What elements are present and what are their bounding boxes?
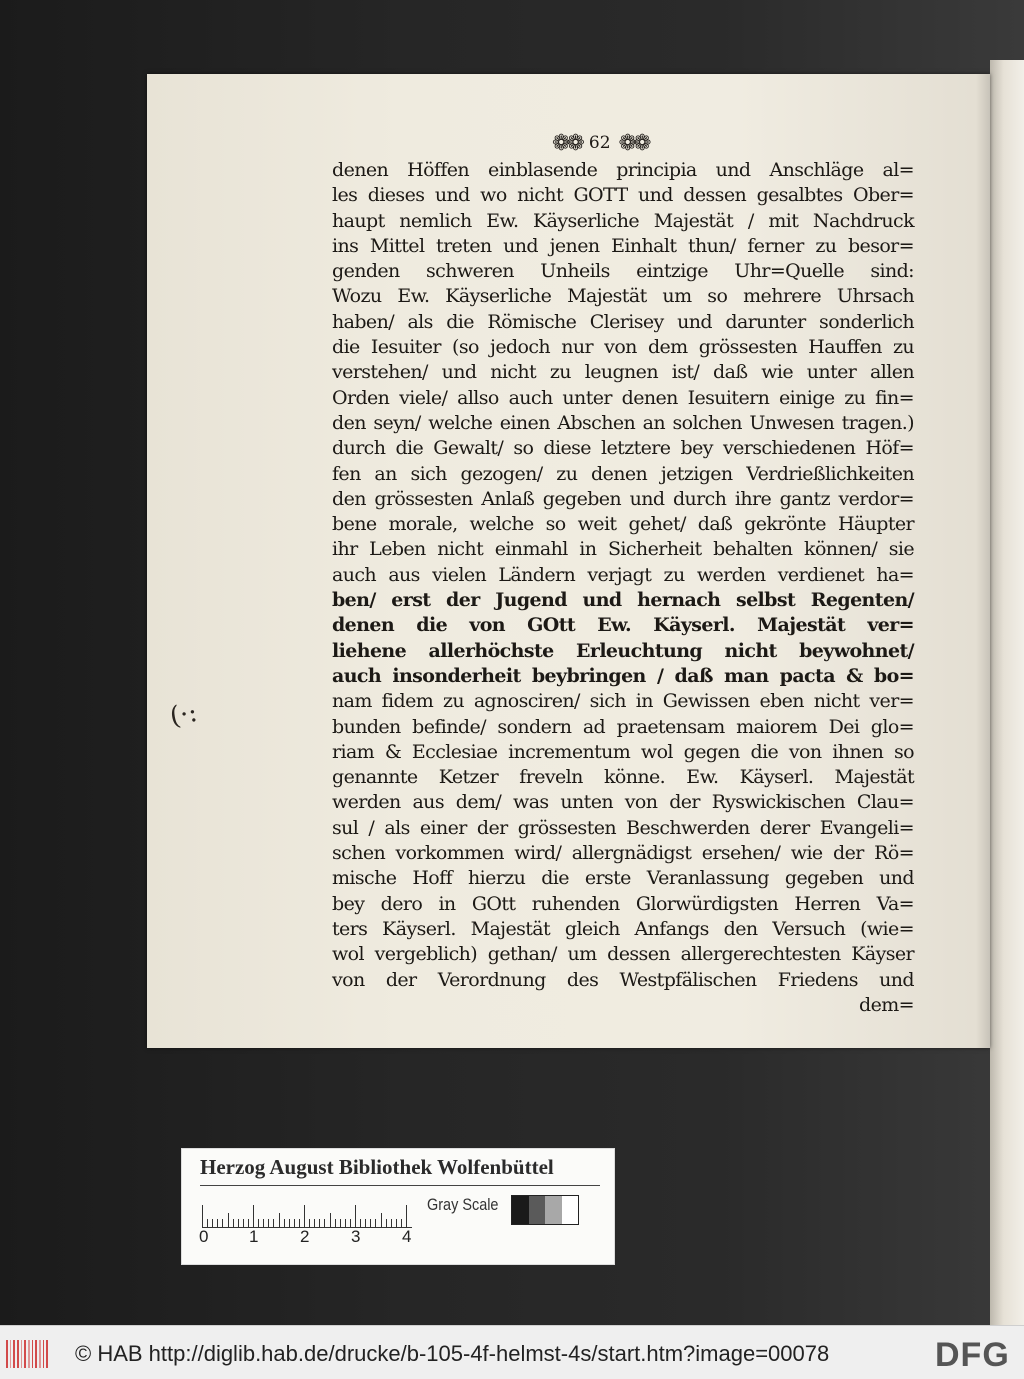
text-line: Wozu Ew. Käyserliche Majestät um so mehrere Uhrsach [332, 285, 914, 308]
text-line: Orden viele/ allso auch unter denen Iesuitern einige zu fin= [332, 386, 914, 409]
text-line: liehene allerhöchste Erleuchtung nicht beywohnet/ [332, 639, 914, 662]
barcode-bar [13, 1340, 15, 1368]
ruler-tick [228, 1213, 229, 1227]
ruler-tick [238, 1219, 239, 1227]
text-line: sul / als einer der grössesten Beschwerden derer Evangeli= [332, 816, 914, 839]
footer-bar [0, 1325, 1024, 1379]
text-line: auch aus vielen Ländern verjagt zu werden verdienet ha= [332, 563, 914, 586]
ruler-tick [350, 1219, 351, 1227]
ruler-tick [324, 1219, 325, 1227]
ruler-number: 3 [351, 1227, 361, 1246]
book-edge [990, 60, 1024, 1325]
ruler-tick [248, 1219, 249, 1227]
dfg-logo: DFG [935, 1336, 1010, 1374]
text-line: den seyn/ welche einen Abschen an solchen Unwesen tragen.) [332, 411, 914, 434]
barcode-bar [43, 1340, 45, 1368]
text-line: riam & Ecclesiae incrementum wol gegen die von ihnen so [332, 740, 914, 763]
gray-scale-label: Gray Scale [427, 1195, 499, 1214]
text-line: die Iesuiter (so jedoch nur von dem grössesten Hauffen zu [332, 336, 914, 359]
barcode-bar [24, 1340, 26, 1368]
ruler-tick [304, 1205, 305, 1227]
page-text [332, 158, 914, 1018]
barcode-bar [39, 1340, 41, 1368]
ruler-tick [289, 1219, 290, 1227]
source-url[interactable]: © HAB http://diglib.hab.de/drucke/b-105-4f-helmst-4s/start.htm?image=00078 [75, 1341, 830, 1366]
ruler-tick [222, 1219, 223, 1227]
ruler-tick [360, 1219, 361, 1227]
gray-swatch [545, 1196, 562, 1224]
library-card [181, 1148, 615, 1265]
card-divider [200, 1185, 600, 1186]
ornament-right-icon: ❁❁ [618, 130, 648, 156]
ruler-tick [370, 1219, 371, 1227]
barcode-bar [32, 1340, 34, 1368]
ruler-tick [243, 1219, 244, 1227]
gray-scale-chart [511, 1195, 579, 1225]
text-line: ihr Leben nicht einmahl in Sicherheit behalten können/ sie [332, 538, 914, 561]
barcode-icon [6, 1340, 48, 1368]
ruler-tick [233, 1219, 234, 1227]
ruler-tick [365, 1219, 366, 1227]
text-line: ben/ erst der Jugend und hernach selbst Regenten/ [332, 589, 914, 612]
text-line: ters Käyserl. Majestät gleich Anfangs den Versuch (wie= [332, 917, 914, 940]
barcode-bar [35, 1340, 37, 1368]
text-line: wol vergeblich) gethan/ um dessen allergerechtesten Käyser [332, 943, 914, 966]
ruler-tick [355, 1205, 356, 1227]
page-header [552, 128, 712, 158]
ruler-tick [258, 1219, 259, 1227]
ruler-tick [340, 1219, 341, 1227]
ruler-tick [345, 1219, 346, 1227]
ruler-tick [299, 1219, 300, 1227]
text-line: nam fidem zu agnosciren/ sich in Gewissen eben nicht ver= [332, 690, 914, 713]
ruler-tick [375, 1219, 376, 1227]
gray-swatch [562, 1196, 579, 1224]
barcode-bar [21, 1340, 23, 1368]
page-number: 62 [588, 133, 611, 153]
gray-swatch [529, 1196, 546, 1224]
text-line: haupt nemlich Ew. Käyserliche Majestät / mit Nachdruck [332, 209, 914, 232]
ruler-tick [253, 1205, 254, 1227]
text-line: bey dero in GOtt ruhenden Glorwürdigsten Herren Va= [332, 892, 914, 915]
measurement-ruler [202, 1193, 412, 1228]
page-fold-shadow [976, 74, 990, 1048]
text-line: denen die von GOtt Ew. Käyserl. Majestät ver= [332, 614, 914, 637]
text-line: les dieses und wo nicht GOTT und dessen gesalbtes Ober= [332, 184, 914, 207]
margin-mark: (·: [167, 697, 200, 733]
barcode-bar [10, 1340, 12, 1368]
ruler-tick [309, 1219, 310, 1227]
gray-swatch [512, 1196, 529, 1224]
text-line: von der Verordnung des Westpfälischen Friedens und [332, 968, 914, 991]
ruler-tick [268, 1219, 269, 1227]
ruler-tick [284, 1219, 285, 1227]
ruler-tick [406, 1205, 407, 1227]
ruler-tick [381, 1213, 382, 1227]
barcode-bar [17, 1340, 19, 1368]
ruler-tick [279, 1213, 280, 1227]
ruler-tick [401, 1219, 402, 1227]
barcode-bar [6, 1340, 8, 1368]
text-line: schen vorkommen wird/ allergnädigst ersehen/ wie der Rö= [332, 842, 914, 865]
ruler-number: 1 [249, 1227, 259, 1246]
text-line: genden schweren Unheils eintzige Uhr=Quelle sind: [332, 260, 914, 283]
ruler-tick [217, 1219, 218, 1227]
ruler-number: 0 [199, 1227, 209, 1246]
barcode-bar [28, 1340, 30, 1368]
ruler-tick [294, 1219, 295, 1227]
ruler-tick [314, 1219, 315, 1227]
text-line: auch insonderheit beybringen / daß man pacta & bo= [332, 664, 914, 687]
ruler-number: 2 [300, 1227, 310, 1246]
text-line: dem= [859, 993, 914, 1016]
text-line: verstehen/ und nicht zu leugnen ist/ daß wie unter allen [332, 361, 914, 384]
ornament-left-icon: ❁❁ [552, 130, 581, 156]
ruler-tick [335, 1219, 336, 1227]
text-line: fen an sich gezogen/ zu denen jetzigen Verdrießlichkeiten [332, 462, 914, 485]
ruler-tick [207, 1219, 208, 1227]
ruler-tick [319, 1219, 320, 1227]
text-line: werden aus dem/ was unten von der Ryswickischen Clau= [332, 791, 914, 814]
ruler-tick [273, 1219, 274, 1227]
text-line: den grössesten Anlaß gegeben und durch ihre gantz verdor= [332, 487, 914, 510]
text-line: denen Höffen einblasende principia und Anschläge al= [332, 159, 914, 181]
ruler-tick [212, 1219, 213, 1227]
card-title: Herzog August Bibliothek Wolfenbüttel [200, 1155, 554, 1179]
text-line: durch die Gewalt/ so diese letztere bey verschiedenen Höf= [332, 437, 914, 460]
ruler-number: 4 [402, 1227, 412, 1246]
text-line: mische Hoff hierzu die erste Veranlassung gegeben und [332, 867, 914, 890]
text-line: ins Mittel treten und jenen Einhalt thun/ ferner zu besor= [332, 234, 914, 257]
ruler-tick [263, 1219, 264, 1227]
ruler-tick [330, 1213, 331, 1227]
ruler-tick [391, 1219, 392, 1227]
text-line: bunden befinde/ sondern ad praetensam maiorem Dei glo= [332, 715, 914, 738]
text-line: genannte Ketzer freveln könne. Ew. Käyserl. Majestät [332, 766, 914, 789]
text-line: bene morale, welche so weit gehet/ daß gekrönte Häupter [332, 513, 914, 536]
text-line: haben/ als die Römische Clerisey und darunter sonderlich [332, 310, 914, 333]
ruler-tick [202, 1205, 203, 1227]
ruler-tick [386, 1219, 387, 1227]
barcode-bar [46, 1340, 48, 1368]
ruler-tick [396, 1219, 397, 1227]
